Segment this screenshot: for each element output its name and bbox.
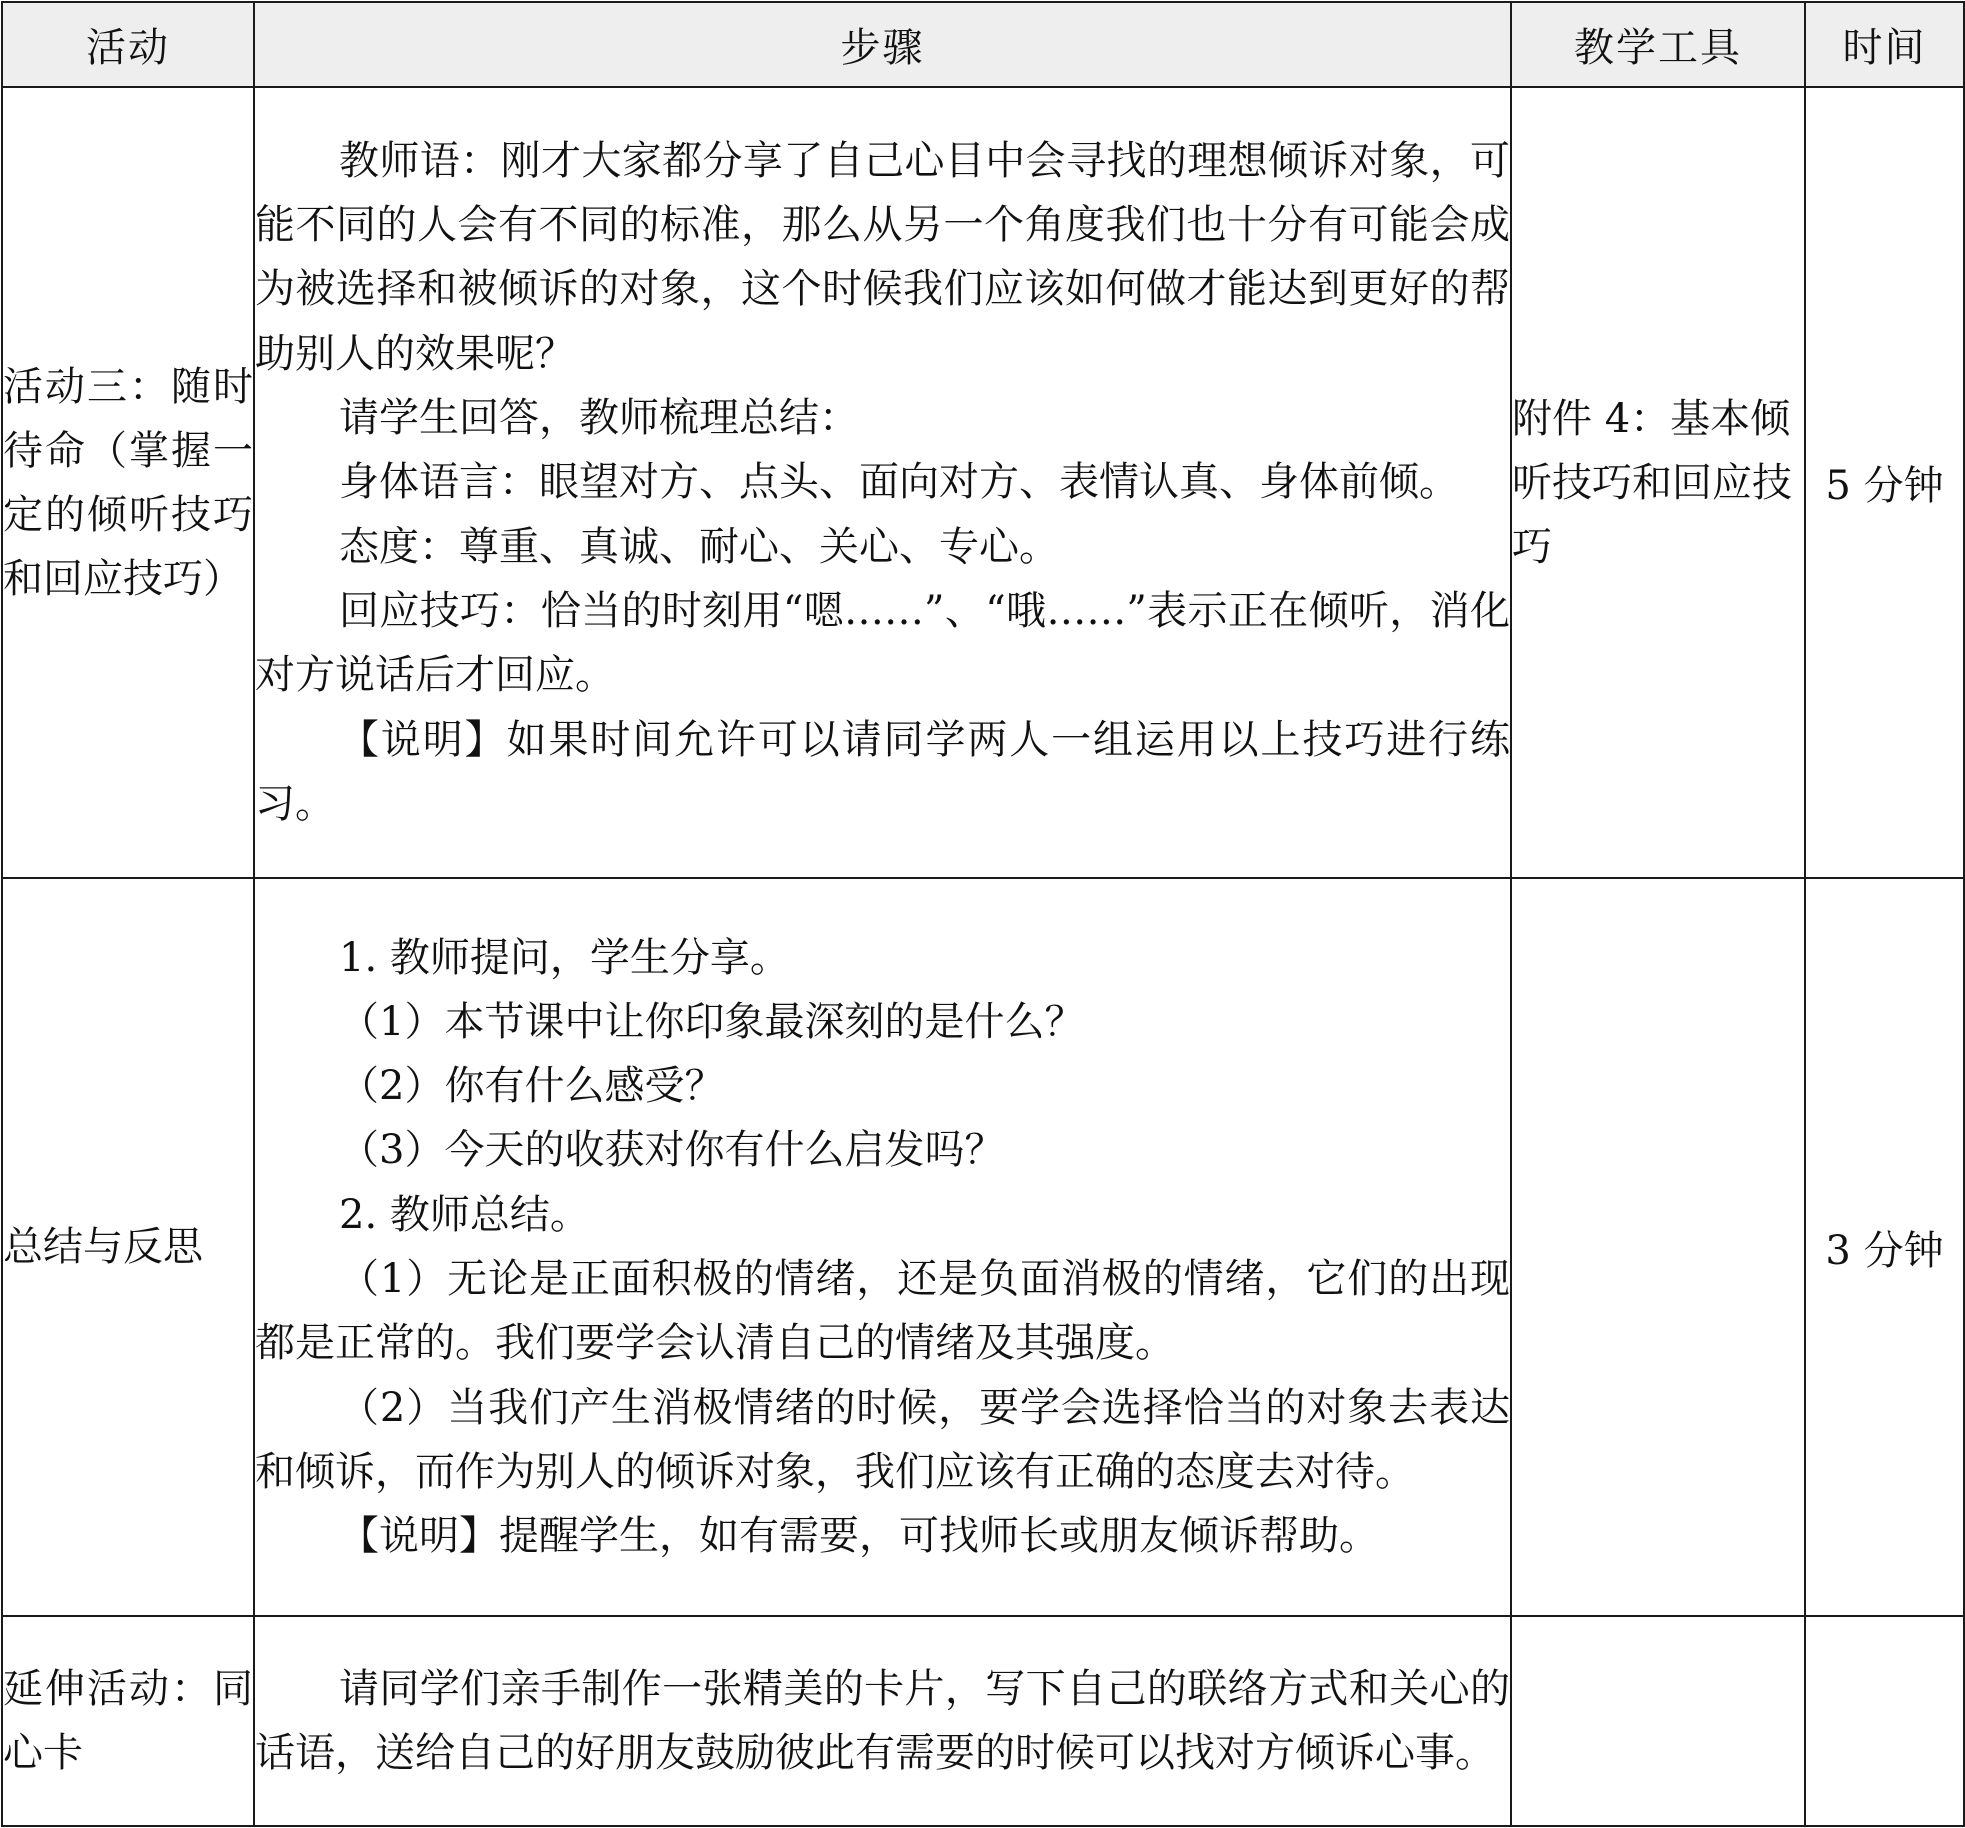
header-activity: 活动	[2, 2, 254, 87]
lesson-plan-table	[1, 1, 1965, 1827]
step-paragraph: 身体语言：眼望对方、点头、面向对方、表情认真、身体前倾。	[339, 459, 1459, 506]
header-steps: 步骤	[254, 2, 1511, 87]
activity-cell: 延伸活动：同心卡	[2, 1616, 254, 1826]
step-paragraph: 教师语：刚才大家都分享了自己心目中会寻找的理想倾诉对象，可能不同的人会有不同的标准，那么从另一个角度我们也十分有可能会成为被选择和被倾诉的对象，这个时候我们应该如何做才能达到更好的帮助别人的效果呢？	[255, 137, 1510, 377]
steps-cell	[254, 87, 1511, 878]
tools-cell: 附件 4：基本倾听技巧和回应技巧	[1511, 87, 1805, 878]
tools-cell	[1511, 878, 1805, 1616]
step-paragraph: （3）今天的收获对你有什么启发吗？	[339, 1127, 1005, 1174]
step-paragraph: （2）当我们产生消极情绪的时候，要学会选择恰当的对象去表达和倾诉，而作为别人的倾诉对象，我们应该有正确的态度去对待。	[255, 1384, 1510, 1495]
step-paragraph: （2）你有什么感受？	[339, 1063, 725, 1110]
step-paragraph: 2. 教师总结。	[339, 1191, 590, 1238]
step-paragraph: （1）本节课中让你印象最深刻的是什么？	[339, 998, 1085, 1045]
header-time: 时间	[1805, 2, 1964, 87]
step-paragraph: （1）无论是正面积极的情绪，还是负面消极的情绪，它们的出现都是正常的。我们要学会认清自己的情绪及其强度。	[255, 1256, 1510, 1367]
time-cell: 3 分钟	[1805, 878, 1964, 1616]
activity-cell: 总结与反思	[2, 878, 254, 1616]
time-cell	[1805, 1616, 1964, 1826]
table-row	[2, 87, 1964, 878]
step-paragraph: 【说明】如果时间允许可以请同学两人一组运用以上技巧进行练习。	[255, 716, 1510, 827]
table-row	[2, 1616, 1964, 1826]
header-tools: 教学工具	[1511, 2, 1805, 87]
tools-cell	[1511, 1616, 1805, 1826]
step-paragraph: 态度：尊重、真诚、耐心、关心、专心。	[339, 523, 1059, 570]
table-row	[2, 878, 1964, 1616]
steps-cell	[254, 878, 1511, 1616]
step-paragraph: 1. 教师提问，学生分享。	[339, 934, 790, 981]
activity-cell: 活动三：随时待命（掌握一定的倾听技巧和回应技巧）	[2, 87, 254, 878]
header-row	[2, 2, 1964, 87]
time-cell: 5 分钟	[1805, 87, 1964, 878]
step-paragraph: 【说明】提醒学生，如有需要，可找师长或朋友倾诉帮助。	[339, 1513, 1379, 1560]
step-paragraph: 请学生回答，教师梳理总结：	[339, 395, 859, 442]
steps-cell	[254, 1616, 1511, 1826]
step-paragraph: 回应技巧：恰当的时刻用“嗯……”、“哦……”表示正在倾听，消化对方说话后才回应。	[255, 587, 1510, 699]
step-paragraph: 请同学们亲手制作一张精美的卡片，写下自己的联络方式和关心的话语，送给自己的好朋友鼓励彼此有需要的时候可以找对方倾诉心事。	[255, 1665, 1510, 1776]
